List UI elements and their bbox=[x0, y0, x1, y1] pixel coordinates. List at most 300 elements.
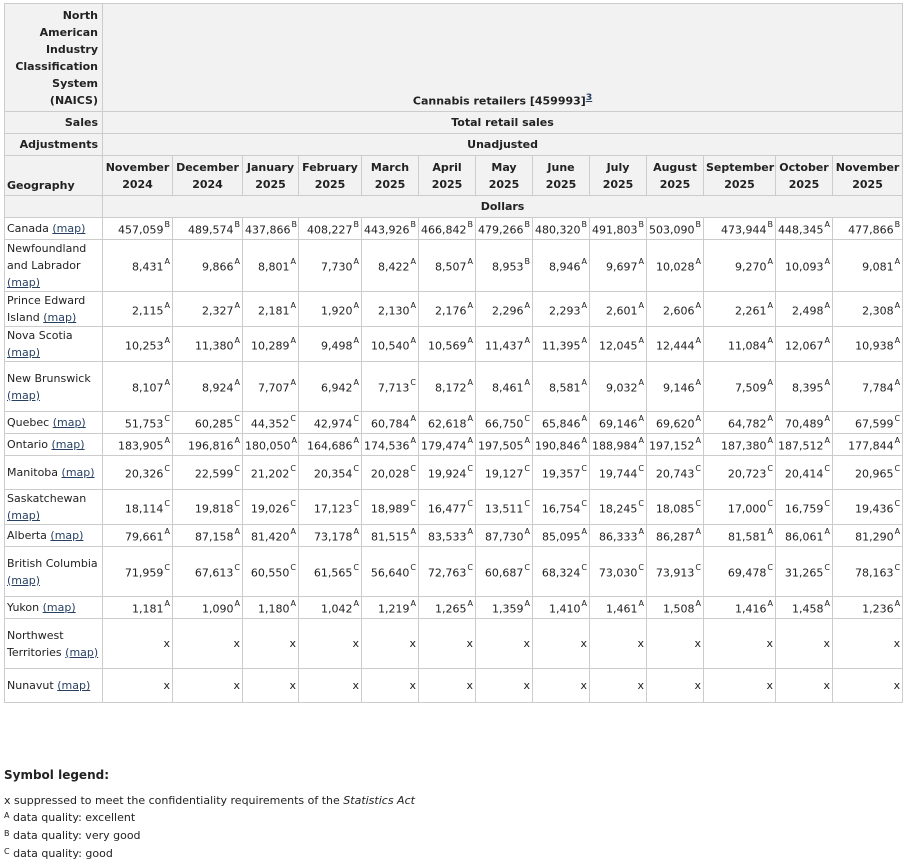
value-cell bbox=[647, 292, 704, 327]
quality-flag: C bbox=[290, 498, 296, 508]
table-row bbox=[5, 327, 903, 362]
value-cell bbox=[776, 456, 833, 490]
value-cell bbox=[243, 597, 299, 619]
quality-flag: A bbox=[524, 300, 530, 310]
quality-flag: A bbox=[410, 414, 416, 424]
quality-flag: C bbox=[638, 464, 644, 474]
quality-flag: B bbox=[291, 220, 297, 230]
value-cell bbox=[704, 240, 776, 292]
quality-flag: B bbox=[638, 220, 644, 230]
month-header bbox=[419, 156, 476, 196]
map-link[interactable]: (map) bbox=[7, 388, 41, 402]
geography-cell bbox=[5, 362, 103, 412]
value-cell bbox=[243, 240, 299, 292]
quality-flag: A bbox=[524, 378, 530, 388]
value-cell bbox=[704, 362, 776, 412]
value-cell bbox=[243, 218, 299, 240]
value-cell bbox=[647, 240, 704, 292]
value: 73,913 bbox=[655, 566, 695, 580]
value-cell bbox=[833, 362, 903, 412]
value-cell bbox=[590, 240, 647, 292]
quality-flag: C bbox=[524, 414, 530, 424]
value: 18,989 bbox=[370, 502, 410, 516]
value-cell bbox=[362, 456, 419, 490]
value: 19,026 bbox=[250, 502, 290, 516]
value-cell bbox=[173, 327, 243, 362]
map-link[interactable]: (map) bbox=[57, 679, 91, 692]
quality-flag: A bbox=[638, 300, 644, 310]
map-link[interactable]: (map) bbox=[7, 509, 41, 522]
quality-flag: A bbox=[290, 378, 296, 388]
map-link[interactable]: (map) bbox=[52, 222, 86, 235]
value: 83,533 bbox=[428, 530, 467, 544]
quality-flag: A bbox=[164, 378, 170, 388]
quality-flag: A bbox=[164, 527, 170, 537]
sales-value: Total retail sales bbox=[103, 112, 903, 134]
value: x bbox=[637, 679, 644, 692]
month-header bbox=[103, 156, 173, 196]
quality-flag: A bbox=[894, 436, 901, 446]
value-cell bbox=[476, 619, 533, 669]
value-cell bbox=[476, 292, 533, 327]
geography-cell bbox=[5, 525, 103, 547]
value-cell bbox=[103, 327, 173, 362]
value: 479,266 bbox=[478, 223, 524, 237]
quality-flag: A bbox=[234, 257, 240, 267]
value: 72,763 bbox=[427, 566, 467, 580]
naics-label: North American Industry Classification System (NAICS) bbox=[5, 4, 103, 112]
value: 60,687 bbox=[484, 566, 524, 580]
month-header bbox=[590, 156, 647, 196]
quality-flag: A bbox=[695, 300, 701, 310]
value: 2,130 bbox=[378, 304, 410, 318]
value: 187,512 bbox=[778, 439, 824, 453]
quality-flag: A bbox=[234, 527, 240, 537]
table-row bbox=[5, 669, 903, 703]
value-cell bbox=[833, 456, 903, 490]
map-link[interactable]: (map) bbox=[65, 645, 99, 659]
quality-flag: A bbox=[638, 599, 644, 609]
value-cell bbox=[419, 327, 476, 362]
value: 1,458 bbox=[792, 602, 824, 616]
value-cell bbox=[590, 525, 647, 547]
value: 81,420 bbox=[251, 530, 290, 544]
month-header bbox=[476, 156, 533, 196]
value-cell bbox=[299, 240, 362, 292]
value: 81,581 bbox=[728, 530, 767, 544]
value-cell bbox=[299, 490, 362, 525]
quality-flag: A bbox=[894, 527, 901, 537]
quality-flag: A bbox=[581, 436, 587, 446]
value: 2,176 bbox=[435, 304, 467, 318]
value: 19,744 bbox=[598, 467, 638, 481]
quality-flag: A bbox=[234, 378, 240, 388]
value-cell bbox=[590, 362, 647, 412]
geography-cell bbox=[5, 292, 103, 327]
value: 19,436 bbox=[855, 502, 894, 516]
quality-flag: C bbox=[410, 378, 416, 388]
value-cell bbox=[833, 619, 903, 669]
value-cell bbox=[833, 547, 903, 597]
map-link[interactable]: (map) bbox=[43, 311, 77, 324]
map-link[interactable]: (map) bbox=[51, 438, 85, 451]
value-cell bbox=[103, 597, 173, 619]
geography-name: Alberta bbox=[7, 529, 47, 542]
quality-flag: C bbox=[581, 464, 587, 474]
quality-flag: A bbox=[467, 257, 473, 267]
value-cell bbox=[419, 434, 476, 456]
quality-flag: A bbox=[824, 414, 830, 424]
quality-flag: A bbox=[824, 527, 830, 537]
value: 7,784 bbox=[862, 381, 894, 395]
month-header bbox=[243, 156, 299, 196]
value-cell bbox=[476, 240, 533, 292]
value-cell bbox=[419, 240, 476, 292]
table-row bbox=[5, 490, 903, 525]
value: x bbox=[823, 637, 830, 650]
value-cell bbox=[590, 547, 647, 597]
map-link[interactable]: (map) bbox=[42, 601, 76, 614]
quality-flag: A bbox=[581, 300, 587, 310]
quality-flag: A bbox=[824, 599, 830, 609]
value-cell bbox=[833, 597, 903, 619]
value: 20,354 bbox=[313, 467, 353, 481]
value: 60,550 bbox=[250, 566, 290, 580]
value-cell bbox=[476, 525, 533, 547]
map-link[interactable]: (map) bbox=[52, 416, 86, 429]
value: 67,613 bbox=[194, 566, 234, 580]
value-cell bbox=[704, 434, 776, 456]
value-cell bbox=[476, 327, 533, 362]
table-row bbox=[5, 547, 903, 597]
value-cell bbox=[776, 547, 833, 597]
value-cell bbox=[647, 490, 704, 525]
value: x bbox=[466, 679, 473, 692]
map-link[interactable]: (map) bbox=[7, 573, 41, 587]
value-cell bbox=[476, 547, 533, 597]
value: 17,123 bbox=[313, 502, 353, 516]
month-year: 2025 bbox=[852, 177, 883, 191]
value-cell bbox=[103, 240, 173, 292]
value: 9,697 bbox=[606, 260, 638, 274]
value: x bbox=[409, 679, 416, 692]
value-cell bbox=[533, 412, 590, 434]
value-cell bbox=[833, 218, 903, 240]
value: 20,965 bbox=[855, 467, 894, 481]
value-cell bbox=[173, 292, 243, 327]
geography-name: Saskatchewan bbox=[7, 492, 87, 505]
quality-flag: B bbox=[410, 220, 416, 230]
value-cell bbox=[833, 292, 903, 327]
value-cell bbox=[299, 218, 362, 240]
quality-flag: C bbox=[467, 563, 473, 573]
quality-flag: C bbox=[695, 498, 701, 508]
value: 1,359 bbox=[492, 602, 524, 616]
unit-label: Dollars bbox=[103, 196, 903, 218]
value-cell bbox=[476, 218, 533, 240]
value: 8,946 bbox=[549, 260, 581, 274]
value: 18,085 bbox=[655, 502, 695, 516]
value: x bbox=[352, 637, 359, 650]
quality-flag: A bbox=[638, 414, 644, 424]
value: 8,395 bbox=[792, 381, 824, 395]
quality-flag: B bbox=[767, 220, 773, 230]
value-cell bbox=[590, 292, 647, 327]
value-cell bbox=[299, 412, 362, 434]
value-cell bbox=[299, 525, 362, 547]
quality-flag: A bbox=[638, 527, 644, 537]
quality-flag: A bbox=[410, 335, 416, 345]
geography-name: Quebec bbox=[7, 416, 50, 429]
value-cell bbox=[704, 456, 776, 490]
value-cell bbox=[776, 240, 833, 292]
value-cell bbox=[419, 362, 476, 412]
month-year: 2025 bbox=[431, 177, 463, 191]
geography-name: Nunavut bbox=[7, 679, 54, 692]
retail-sales-table bbox=[4, 3, 903, 703]
value: 73,178 bbox=[314, 530, 353, 544]
month-header bbox=[533, 156, 590, 196]
geography-name: Prince Edward Island bbox=[7, 294, 86, 324]
legend-items bbox=[4, 792, 884, 863]
map-link[interactable]: (map) bbox=[7, 276, 41, 289]
value: x bbox=[466, 637, 473, 650]
value-cell bbox=[533, 619, 590, 669]
value: x bbox=[694, 679, 701, 692]
value-cell bbox=[776, 597, 833, 619]
quality-flag: B bbox=[524, 257, 530, 267]
value: 60,285 bbox=[194, 417, 234, 431]
quality-flag: A bbox=[824, 257, 830, 267]
value-cell bbox=[704, 412, 776, 434]
value-cell bbox=[243, 292, 299, 327]
table-row bbox=[5, 619, 903, 669]
quality-flag: C bbox=[164, 563, 170, 573]
quality-flag: A bbox=[524, 436, 530, 446]
geography-cell bbox=[5, 619, 103, 669]
value: 11,437 bbox=[485, 339, 524, 353]
map-link[interactable]: (map) bbox=[50, 529, 84, 542]
value-cell bbox=[362, 490, 419, 525]
value: 86,061 bbox=[785, 530, 824, 544]
map-link[interactable]: (map) bbox=[61, 466, 95, 479]
value-cell bbox=[103, 292, 173, 327]
value: x bbox=[163, 637, 170, 650]
value: 12,045 bbox=[599, 339, 638, 353]
value-cell bbox=[362, 547, 419, 597]
value-cell bbox=[647, 434, 704, 456]
value-cell bbox=[173, 669, 243, 703]
month-name: July bbox=[606, 160, 630, 174]
value: 408,227 bbox=[307, 223, 353, 237]
value: x bbox=[766, 637, 773, 650]
legend-act-name: Statistics Act bbox=[343, 794, 415, 807]
value: x bbox=[893, 679, 901, 692]
quality-flag: A bbox=[767, 378, 773, 388]
value: 1,090 bbox=[202, 602, 234, 616]
value-cell bbox=[833, 669, 903, 703]
value: 1,508 bbox=[663, 602, 695, 616]
value-cell bbox=[103, 456, 173, 490]
month-year: 2024 bbox=[192, 177, 223, 191]
value: 1,920 bbox=[321, 304, 353, 318]
quality-flag: C bbox=[524, 464, 530, 474]
value-cell bbox=[419, 490, 476, 525]
value-cell bbox=[362, 412, 419, 434]
value-cell bbox=[243, 619, 299, 669]
quality-flag: A bbox=[290, 527, 296, 537]
value: 42,974 bbox=[313, 417, 353, 431]
value: x bbox=[233, 637, 240, 650]
quality-flag: C bbox=[353, 414, 359, 424]
value: 1,042 bbox=[321, 602, 353, 616]
value-cell bbox=[299, 619, 362, 669]
value: x bbox=[893, 637, 901, 650]
quality-flag: A bbox=[695, 436, 701, 446]
geography-cell bbox=[5, 597, 103, 619]
value: 31,265 bbox=[784, 566, 824, 580]
value: 20,723 bbox=[727, 467, 767, 481]
quality-flag: A bbox=[824, 335, 830, 345]
value: 10,569 bbox=[428, 339, 467, 353]
value: 2,327 bbox=[202, 304, 234, 318]
value-cell bbox=[776, 362, 833, 412]
quality-flag: C bbox=[290, 414, 296, 424]
value-cell bbox=[647, 218, 704, 240]
legend-text: suppressed to meet the confidentiality requirements of the bbox=[14, 794, 344, 807]
value: 179,474 bbox=[421, 439, 467, 453]
geography-name: Ontario bbox=[7, 438, 48, 451]
value: 2,601 bbox=[606, 304, 638, 318]
quality-flag: A bbox=[234, 436, 240, 446]
value-cell bbox=[776, 669, 833, 703]
quality-flag: A bbox=[767, 527, 773, 537]
value-cell bbox=[362, 434, 419, 456]
value: 19,127 bbox=[484, 467, 524, 481]
quality-flag: A bbox=[353, 436, 359, 446]
value-cell bbox=[833, 490, 903, 525]
value-cell bbox=[173, 362, 243, 412]
value-cell bbox=[173, 597, 243, 619]
quality-flag: A bbox=[581, 599, 587, 609]
month-header bbox=[704, 156, 776, 196]
value: 86,287 bbox=[656, 530, 695, 544]
quality-flag: A bbox=[695, 527, 701, 537]
value: 2,181 bbox=[258, 304, 290, 318]
quality-flag: A bbox=[467, 300, 473, 310]
value-cell bbox=[103, 490, 173, 525]
geography-cell bbox=[5, 240, 103, 292]
quality-flag: A bbox=[234, 599, 240, 609]
value-cell bbox=[299, 669, 362, 703]
quality-flag: A bbox=[695, 599, 701, 609]
value-cell bbox=[590, 490, 647, 525]
legend-item bbox=[4, 827, 884, 845]
value-cell bbox=[419, 292, 476, 327]
quality-flag: A bbox=[353, 378, 359, 388]
quality-flag: B bbox=[894, 220, 901, 230]
quality-flag: C bbox=[695, 563, 701, 573]
value: 164,686 bbox=[307, 439, 353, 453]
value-cell bbox=[476, 412, 533, 434]
value: x bbox=[352, 679, 359, 692]
quality-flag: A bbox=[467, 335, 473, 345]
value: 9,081 bbox=[862, 260, 894, 274]
value-cell bbox=[299, 456, 362, 490]
value-cell bbox=[704, 525, 776, 547]
value: 8,581 bbox=[549, 381, 581, 395]
value: 68,324 bbox=[541, 566, 581, 580]
value: 7,730 bbox=[321, 260, 353, 274]
map-link[interactable]: (map) bbox=[7, 346, 41, 359]
quality-flag: C bbox=[290, 563, 296, 573]
quality-flag: A bbox=[164, 599, 170, 609]
value-cell bbox=[647, 327, 704, 362]
value-cell bbox=[833, 327, 903, 362]
value: 9,032 bbox=[606, 381, 638, 395]
quality-flag: A bbox=[894, 378, 901, 388]
quality-flag: A bbox=[824, 378, 830, 388]
value: 1,265 bbox=[435, 602, 467, 616]
legend-item bbox=[4, 809, 884, 827]
geography-cell bbox=[5, 547, 103, 597]
value: 20,028 bbox=[370, 467, 410, 481]
month-header bbox=[299, 156, 362, 196]
quality-flag: C bbox=[353, 498, 359, 508]
quality-flag: C bbox=[164, 498, 170, 508]
value: 81,515 bbox=[371, 530, 410, 544]
value-cell bbox=[103, 434, 173, 456]
value: 85,095 bbox=[542, 530, 581, 544]
quality-flag: A bbox=[291, 436, 297, 446]
quality-flag: A bbox=[353, 599, 359, 609]
value-cell bbox=[173, 547, 243, 597]
value: 9,498 bbox=[321, 339, 353, 353]
quality-flag: A bbox=[353, 257, 359, 267]
quality-flag: A bbox=[410, 257, 416, 267]
quality-flag: C bbox=[524, 563, 530, 573]
month-year: 2025 bbox=[788, 177, 820, 191]
value: 174,536 bbox=[364, 439, 410, 453]
quality-flag: A bbox=[410, 599, 416, 609]
value-cell bbox=[833, 434, 903, 456]
quality-flag: C bbox=[894, 498, 901, 508]
value: 477,866 bbox=[848, 223, 894, 237]
quality-flag: C bbox=[824, 464, 830, 474]
month-header bbox=[833, 156, 903, 196]
value: 22,599 bbox=[194, 467, 234, 481]
quality-flag: A bbox=[410, 527, 416, 537]
quality-flag: C bbox=[290, 464, 296, 474]
symbol-legend bbox=[4, 768, 884, 863]
value: 51,753 bbox=[124, 417, 164, 431]
value: 19,818 bbox=[194, 502, 234, 516]
table-row bbox=[5, 434, 903, 456]
value: 11,084 bbox=[728, 339, 767, 353]
value-cell bbox=[590, 597, 647, 619]
value-cell bbox=[776, 490, 833, 525]
value-cell bbox=[299, 327, 362, 362]
value: 20,326 bbox=[124, 467, 164, 481]
value: x bbox=[163, 679, 170, 692]
quality-flag: A bbox=[234, 300, 240, 310]
value-cell bbox=[419, 669, 476, 703]
value: 71,959 bbox=[124, 566, 164, 580]
value: 491,803 bbox=[592, 223, 638, 237]
naics-footnote-link[interactable]: 3 bbox=[585, 92, 593, 104]
quality-flag: C bbox=[353, 464, 359, 474]
value-cell bbox=[590, 619, 647, 669]
